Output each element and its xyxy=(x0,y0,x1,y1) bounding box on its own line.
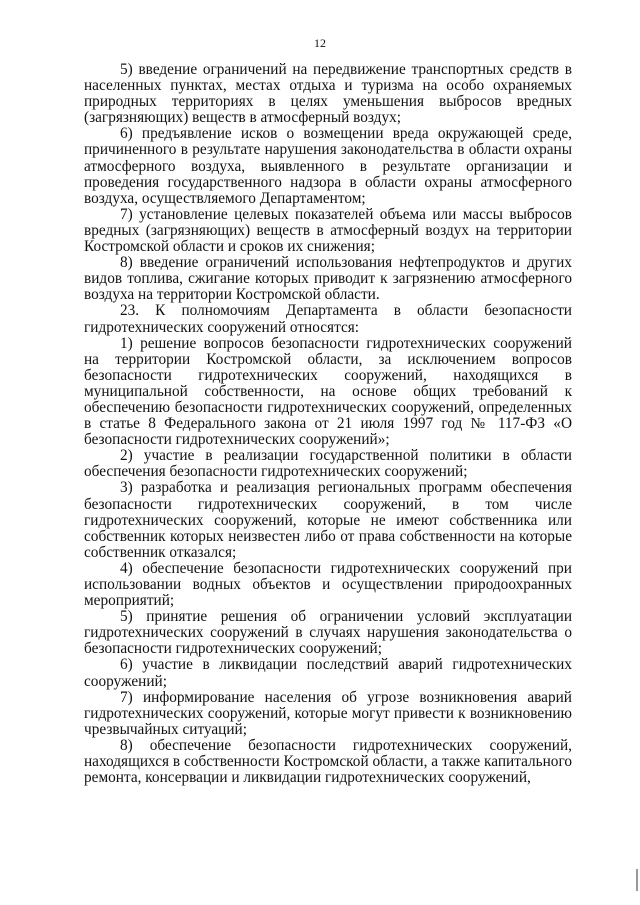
scan-edge-mark xyxy=(636,869,638,891)
paragraph-5-operation-limits: 5) принятие решения об ограничении условий эксплуатации гидротехнических сооружений в случаях нарушения законодательства о безопасности гидротехнических сооружений; xyxy=(84,608,572,658)
paragraph-4-water-use-safety: 4) обеспечение безопасности гидротехнических сооружений при использовании водных объектов и осуществлении природоохранных мероприятий; xyxy=(84,559,572,610)
paragraph-8-fuel-restrictions: 8) введение ограничений использования нефтепродуктов и других видов топлива, сжигание которых приводит к загрязнению атмосферного воздуха на территории Костромской области. xyxy=(84,254,572,304)
page-number: 12 xyxy=(314,36,326,50)
paragraph-7-emission-targets: 7) установление целевых показателей объема или массы выбросов вредных (загрязняющих) веществ в атмосферный воздух на территории Костромской области и сроков их снижения; xyxy=(84,205,572,256)
paragraph-3-regional-programs: 3) разработка и реализация региональных программ обеспечения безопасности гидротехнических сооружений, в том числе гидротехнических сооружений, которые не имеют собственника или собственник которых неизвестен либо от права собственности на которые собственник отказался; xyxy=(84,479,572,561)
paragraph-6-accident-liquidation: 6) участие в ликвидации последствий аварий гидротехнических сооружений; xyxy=(84,656,572,690)
paragraph-7-public-information: 7) информирование населения об угрозе возникновения аварий гидротехнических сооружений, которые могут привести к возникновению чрезвычайных ситуаций; xyxy=(84,688,572,738)
section-23-heading: 23. К полномочиям Департамента в области безопасности гидротехнических сооружений относятся: xyxy=(84,302,572,336)
paragraph-8-regional-property: 8) обеспечение безопасности гидротехнических сооружений, находящихся в собственности Костромской области, а также капитального ремонта, консервации и ликвидации гидротехнических сооружений, xyxy=(84,736,572,787)
paragraph-6-damage-claims: 6) предъявление исков о возмещении вреда окружающей среде, причиненного в результате нарушения законодательства в области охраны атмосферного воздуха, выявленного в результате организации и проведения государственного надзора в области охраны атмосферного воздуха, осуществляемого Департаментом; xyxy=(84,125,572,207)
body-text xyxy=(84,62,572,786)
paragraph-1-hydro-safety-issues: 1) решение вопросов безопасности гидротехнических сооружений на территории Костромской области, за исключением вопросов безопасности гидротехнических сооружений, находящихся в муниципальной собственности, на основе общих требований к обеспечению безопасности гидротехнических сооружений, определенных в статье 8 Федерального закона от 21 июля 1997 год № 117-ФЗ «О безопасности гидротехнических сооружений»; xyxy=(84,334,572,449)
paragraph-5-transport-restrictions: 5) введение ограничений на передвижение транспортных средств в населенных пунктах, местах отдыха и туризма на особо охраняемых природных территориях в целях уменьшения выбросов вредных (загрязняющих) веществ в атмосферный воздух; xyxy=(84,61,572,127)
paragraph-2-state-policy: 2) участие в реализации государственной политики в области обеспечения безопасности гидротехнических сооружений; xyxy=(84,447,572,481)
